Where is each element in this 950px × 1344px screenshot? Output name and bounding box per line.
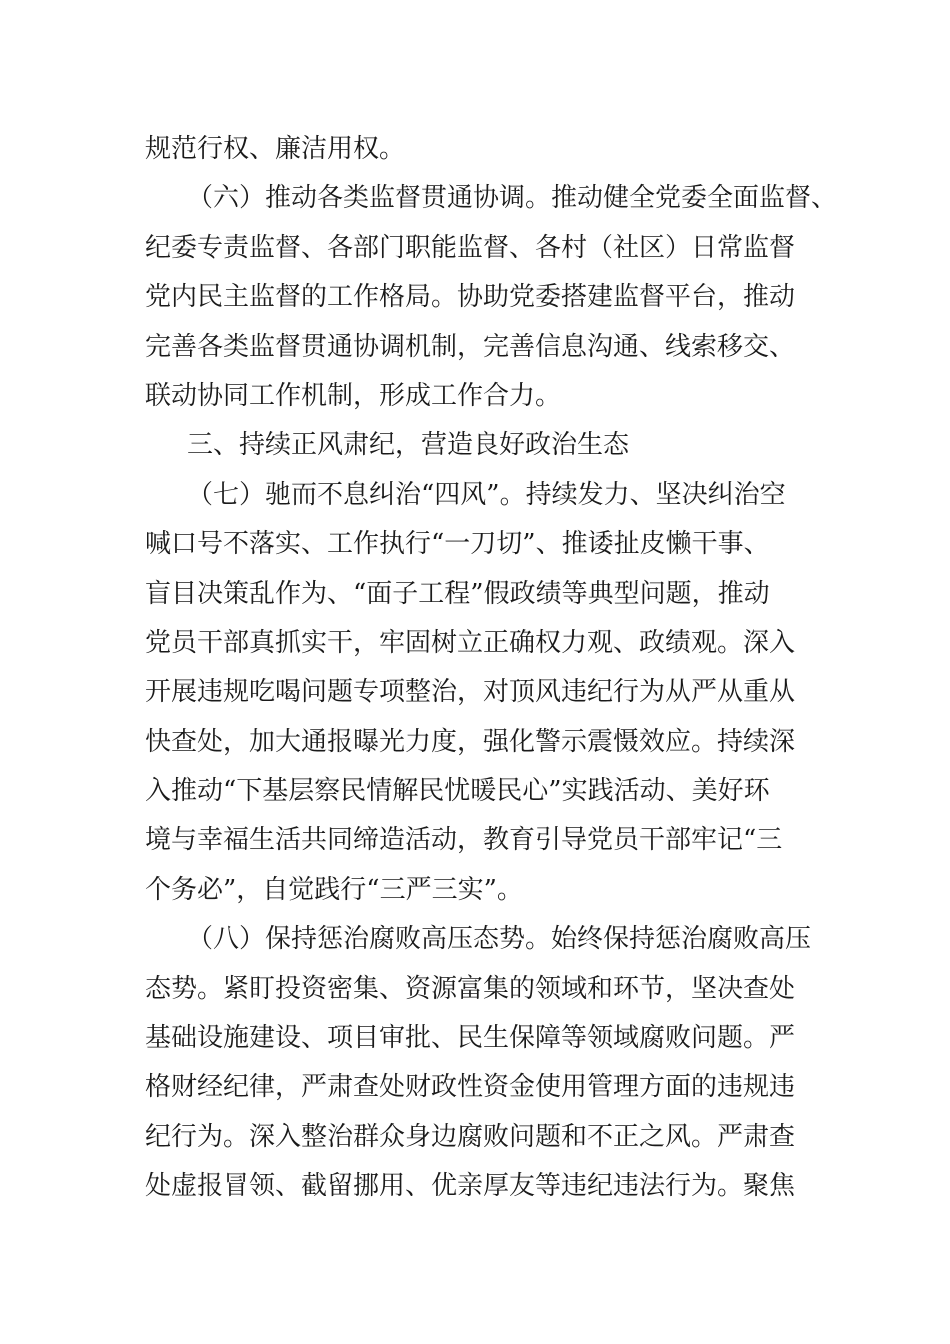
- body-line: 处虚报冒领、截留挪用、优亲厚友等违纪违法行为。聚焦: [145, 1171, 796, 1202]
- body-line: 态势。紧盯投资密集、资源富集的领域和环节，坚决查处: [145, 973, 796, 1004]
- body-line: 联动协同工作机制，形成工作合力。: [145, 380, 562, 411]
- section-heading-three: 三、持续正风肃纪，营造良好政治生态: [187, 430, 630, 461]
- body-line: 境与幸福生活共同缔造活动，教育引导党员干部牢记“三: [145, 825, 783, 856]
- body-line: 完善各类监督贯通协调机制，完善信息沟通、线索移交、: [145, 331, 796, 362]
- body-line: 个务必”，自觉践行“三严三实”。: [145, 874, 523, 905]
- subsection-heading-six: （六）推动各类监督贯通协调。推动健全党委全面监督、: [187, 183, 838, 214]
- subsection-heading-seven: （七）驰而不息纠治“四风”。持续发力、坚决纠治空: [187, 479, 786, 510]
- body-line: 盲目决策乱作为、“面子工程”假政绩等典型问题，推动: [145, 578, 770, 609]
- body-line: 纪委专责监督、各部门职能监督、各村（社区）日常监督: [145, 232, 796, 263]
- body-line: 快查处，加大通报曝光力度，强化警示震慑效应。持续深: [145, 726, 796, 757]
- body-line: 开展违规吃喝问题专项整治，对顶风违纪行为从严从重从: [145, 677, 796, 708]
- body-line: 喊口号不落实、工作执行“一刀切”、推诿扯皮懒干事、: [145, 529, 770, 560]
- document-body: [145, 125, 838, 1212]
- body-line: 规范行权、廉洁用权。: [145, 134, 406, 164]
- body-line: 基础设施建设、项目审批、民生保障等领域腐败问题。严: [145, 1023, 796, 1054]
- subsection-heading-eight: （八）保持惩治腐败高压态势。始终保持惩治腐败高压: [187, 924, 812, 955]
- body-line: 格财经纪律，严肃查处财政性资金使用管理方面的违规违: [145, 1072, 796, 1103]
- body-line: 党员干部真抓实干，牢固树立正确权力观、政绩观。深入: [145, 627, 796, 658]
- body-line: 纪行为。深入整治群众身边腐败问题和不正之风。严肃查: [145, 1121, 796, 1152]
- body-line: 入推动“下基层察民情解民忧暖民心”实践活动、美好环: [145, 776, 770, 807]
- body-line: 党内民主监督的工作格局。协助党委搭建监督平台，推动: [145, 282, 796, 313]
